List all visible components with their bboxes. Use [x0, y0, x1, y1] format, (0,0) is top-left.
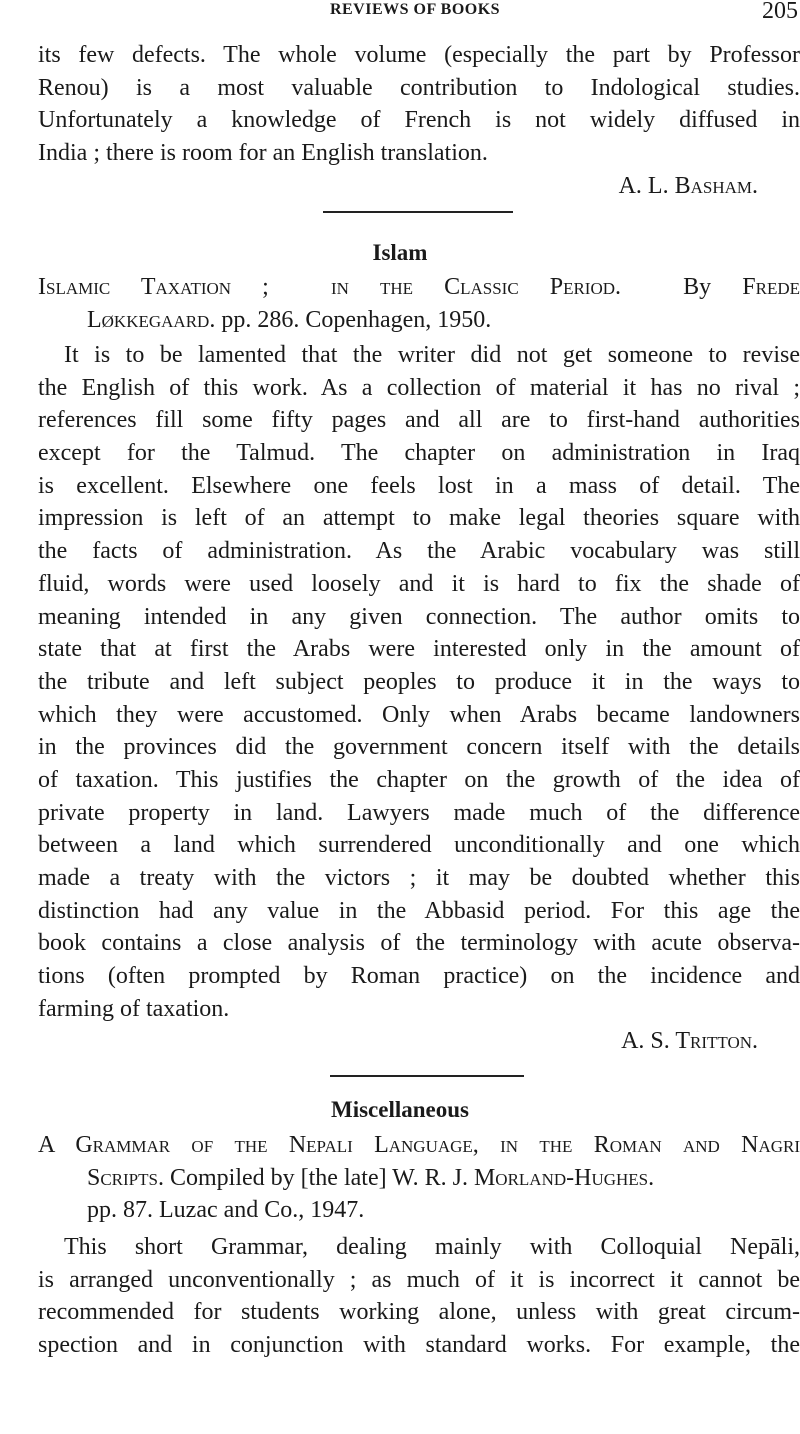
- text-line: in the provinces did the government concern itself with the details: [38, 734, 800, 761]
- text-line: is excellent. Elsewhere one feels lost in a mass of detail. The: [38, 472, 800, 499]
- book-title-nepali-grammar: [38, 1129, 800, 1227]
- reviewer-signature: A. S. Tritton.: [621, 1028, 758, 1055]
- reviewer-signature: A. L. Basham.: [618, 172, 758, 199]
- text-line: recommended for students working alone, unless with great circum-: [38, 1299, 800, 1326]
- text-line: distinction had any value in the Abbasid period. For this age the: [38, 897, 800, 924]
- text-line: between a land which surrendered unconditionally and one which: [38, 832, 800, 859]
- text-line: of taxation. This justifies the chapter on the growth of the idea of: [38, 766, 800, 793]
- title-line: [38, 271, 800, 304]
- text-line: its few defects. The whole volume (especially the part by Professor: [38, 42, 800, 68]
- title-segment: Compiled by [the late] W. R. J.: [163, 1164, 474, 1191]
- text-line: except for the Talmud. The chapter on administration in Iraq: [38, 440, 800, 467]
- review-nepali-grammar: [38, 1231, 800, 1362]
- text-line: private property in land. Lawyers made much of the difference: [38, 799, 800, 826]
- title-segment: Scripts.: [87, 1164, 164, 1191]
- title-segment: A Grammar of the Nepali Language, in the Roman and Nagri: [38, 1132, 800, 1158]
- title-segment: Islamic Taxation ; in the Classic Period.: [38, 274, 622, 300]
- text-line: This short Grammar, dealing mainly with Colloquial Nepāli,: [64, 1234, 800, 1260]
- text-line: state that at first the Arabs were interested only in the amount of: [38, 636, 800, 663]
- review-basham-ending: [38, 39, 800, 202]
- title-line: [38, 1194, 800, 1227]
- text-line: Unfortunately a knowledge of French is not widely diffused in: [38, 107, 800, 134]
- text-line: India ; there is room for an English translation.: [38, 140, 488, 167]
- text-line: book contains a close analysis of the terminology with acute observa-: [38, 930, 800, 957]
- text-line: made a treaty with the victors ; it may be doubted whether this: [38, 865, 800, 891]
- review-islamic-taxation: [38, 339, 800, 1058]
- title-segment: By: [621, 274, 743, 300]
- title-line: [38, 1162, 800, 1195]
- text-line: spection and in conjunction with standard works. For example, the: [38, 1332, 800, 1359]
- page-number: 205: [762, 0, 798, 24]
- text-line: farming of taxation.: [38, 995, 230, 1022]
- text-line: the tribute and left subject peoples to produce it in the ways to: [38, 668, 800, 695]
- text-line: references fill some fifty pages and all are to first-hand authorities: [38, 407, 800, 434]
- section-heading-miscellaneous: Miscellaneous: [331, 1097, 469, 1122]
- text-line: which they were accustomed. Only when Arabs became landowners: [38, 701, 800, 728]
- text-line: the English of this work. As a collection of material it has no rival ;: [38, 374, 800, 401]
- text-line: fluid, words were used loosely and it is hard to fix the shade of: [38, 570, 800, 597]
- title-segment: pp. 286. Copenhagen, 1950.: [215, 306, 492, 333]
- section-divider: [330, 1075, 524, 1077]
- text-line: impression is left of an attempt to make legal theories square with: [38, 505, 800, 532]
- running-header: [0, 0, 800, 24]
- text-line: the facts of administration. As the Arabic vocabulary was still: [38, 538, 800, 565]
- running-title: REVIEWS OF BOOKS: [329, 1, 501, 18]
- text-line: Renou) is a most valuable contribution to Indological studies.: [38, 74, 800, 101]
- title-segment: Løkkegaard.: [87, 306, 216, 333]
- text-line: meaning intended in any given connection. The author omits to: [38, 603, 800, 630]
- title-segment: pp. 87. Luzac and Co., 1947.: [87, 1197, 365, 1224]
- title-segment: Morland-Hughes.: [473, 1164, 655, 1191]
- section-divider: [323, 211, 513, 213]
- title-line: [38, 304, 800, 337]
- section-heading-islam: Islam: [372, 240, 428, 265]
- text-line: It is to be lamented that the writer did not get someone to revise: [64, 342, 800, 368]
- text-line: tions (often prompted by Roman practice) on the incidence and: [38, 963, 800, 990]
- book-title-islamic-taxation: [38, 271, 800, 336]
- text-line: is arranged unconventionally ; as much of it is incorrect it cannot be: [38, 1266, 800, 1293]
- title-segment: Frede: [742, 274, 800, 300]
- title-line: [38, 1129, 800, 1162]
